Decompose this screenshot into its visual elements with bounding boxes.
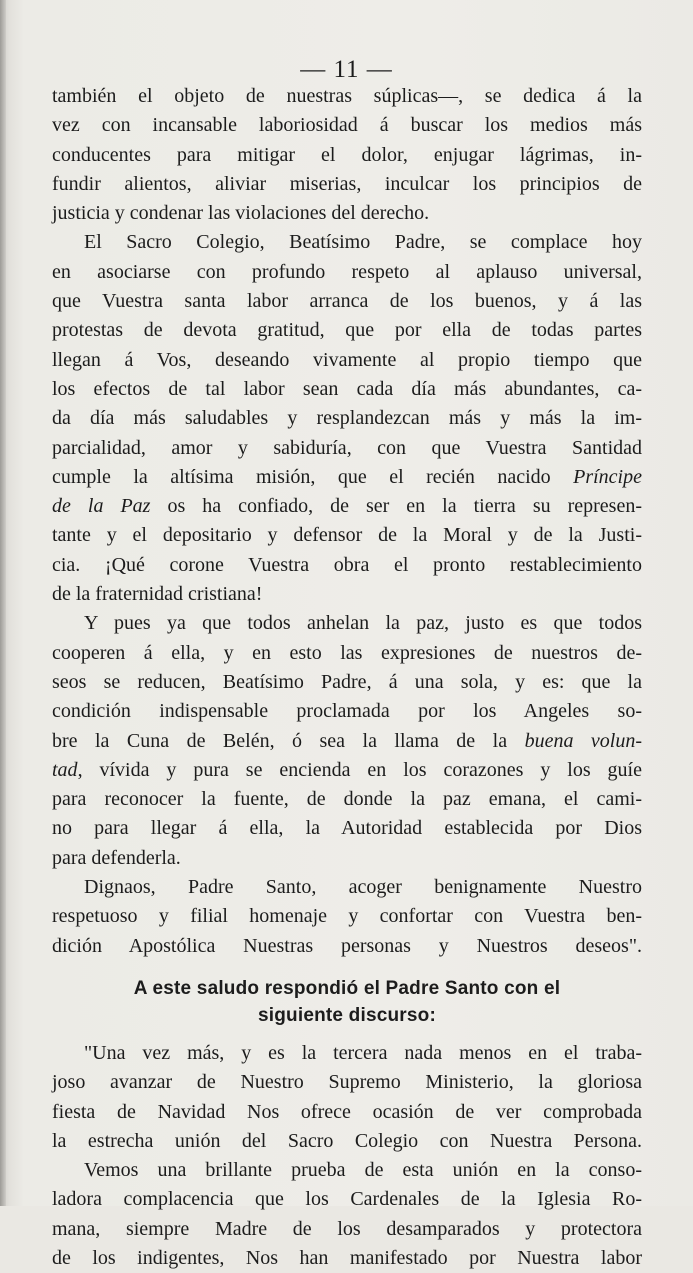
italic-text: Príncipe [573,465,642,488]
text-line: protestas de devota gratitud, que por ella de todas partes [52,319,642,342]
text-line: seos se reducen, Beatísimo Padre, á una sola, y es: que la [52,670,642,693]
text-line: de la fraternidad cristiana! [52,583,263,606]
paragraph-3 [52,609,642,873]
text-line: "Una vez más, y es la tercera nada menos en el traba- [84,1041,642,1064]
text-line: Vemos una brillante prueba de esta unión en la conso- [84,1159,642,1182]
text-line: fundir alientos, aliviar miserias, inculcar los principios de [52,172,642,195]
text-line: mana, siempre Madre de los desamparados y protectora [52,1217,642,1240]
text-line [52,756,642,785]
text-segment: cumple la altísima misión, que el recién nacido [52,465,574,488]
text-line: parcialidad, amor y sabiduría, con que Vuestra Santidad [52,436,642,459]
paragraph-4 [52,873,642,961]
text-line: no para llegar á ella, la Autoridad establecida por Dios [52,817,642,840]
text-line: tante y el depositario y defensor de la Moral y de la Justi- [52,524,642,547]
paragraph-5 [52,1039,642,1156]
text-segment: os ha confiado, de ser en la tierra su represen- [150,495,642,518]
text-line: justicia y condenar las violaciones del derecho. [52,202,430,225]
text-line: fiesta de Navidad Nos ofrece ocasión de ver comprobada [52,1100,642,1123]
text-line: respetuoso y filial homenaje y confortar con Vuestra ben- [52,905,642,928]
text-line: de los indigentes, Nos han manifestado por Nuestra labor [52,1246,642,1269]
text-segment: , vívida y pura se encienda en los corazones y los guíe [77,758,642,781]
text-segment: bre la Cuna de Belén, ó sea la llama de la [52,729,525,752]
section-heading [52,975,642,1029]
text-line: El Sacro Colegio, Beatísimo Padre, se complace hoy [84,231,642,254]
text-line: dición Apostólica Nuestras personas y Nuestros deseos". [52,934,642,957]
page-body [52,82,642,1273]
text-line: la estrecha unión del Sacro Colegio con Nuestra Persona. [52,1129,642,1152]
text-line: para reconocer la fuente, de donde la paz emana, el cami- [52,788,642,811]
page-binding-edge [0,0,6,1206]
text-line: en asociarse con profundo respeto al aplauso universal, [52,260,642,283]
text-line [52,727,642,756]
text-line: los efectos de tal labor sean cada día más abundantes, ca- [52,377,642,400]
paragraph-6 [52,1156,642,1273]
heading-line: siguiente discurso: [257,1004,436,1026]
text-line: cooperen á ella, y en esto las expresiones de nuestros de- [52,641,642,664]
text-line: cia. ¡Qué corone Vuestra obra el pronto restablecimiento [52,553,642,576]
text-line [52,492,642,521]
text-line: joso avanzar de Nuestro Supremo Ministerio, la gloriosa [52,1071,642,1094]
text-line: para defenderla. [52,846,181,869]
paragraph-2 [52,228,642,609]
text-line: también el objeto de nuestras súplicas—, se dedica á la [52,85,642,107]
text-line: ladora complacencia que los Cardenales de la Iglesia Ro- [52,1188,642,1211]
text-line: da día más saludables y resplandezcan más y más la im- [52,407,642,430]
italic-text: buena volun- [524,729,642,752]
paragraph-1 [52,82,642,228]
text-line: condición indispensable proclamada por los Angeles so- [52,700,642,723]
page-number: — 11 — [300,56,393,83]
italic-text: de la Paz [52,495,151,518]
text-line: Dignaos, Padre Santo, acoger benignamente Nuestro [84,876,642,899]
italic-text: tad [52,758,78,781]
text-line: llegan á Vos, deseando vivamente al propio tiempo que [52,348,642,371]
text-line [52,463,642,492]
heading-line: A este saludo respondió el Padre Santo con el [133,977,561,999]
text-line: que Vuestra santa labor arranca de los buenos, y á las [52,290,642,313]
text-line: conducentes para mitigar el dolor, enjugar lágrimas, in- [52,143,642,166]
text-line: vez con incansable laboriosidad á buscar los medios más [52,114,642,137]
text-line: Y pues ya que todos anhelan la paz, justo es que todos [84,612,642,635]
